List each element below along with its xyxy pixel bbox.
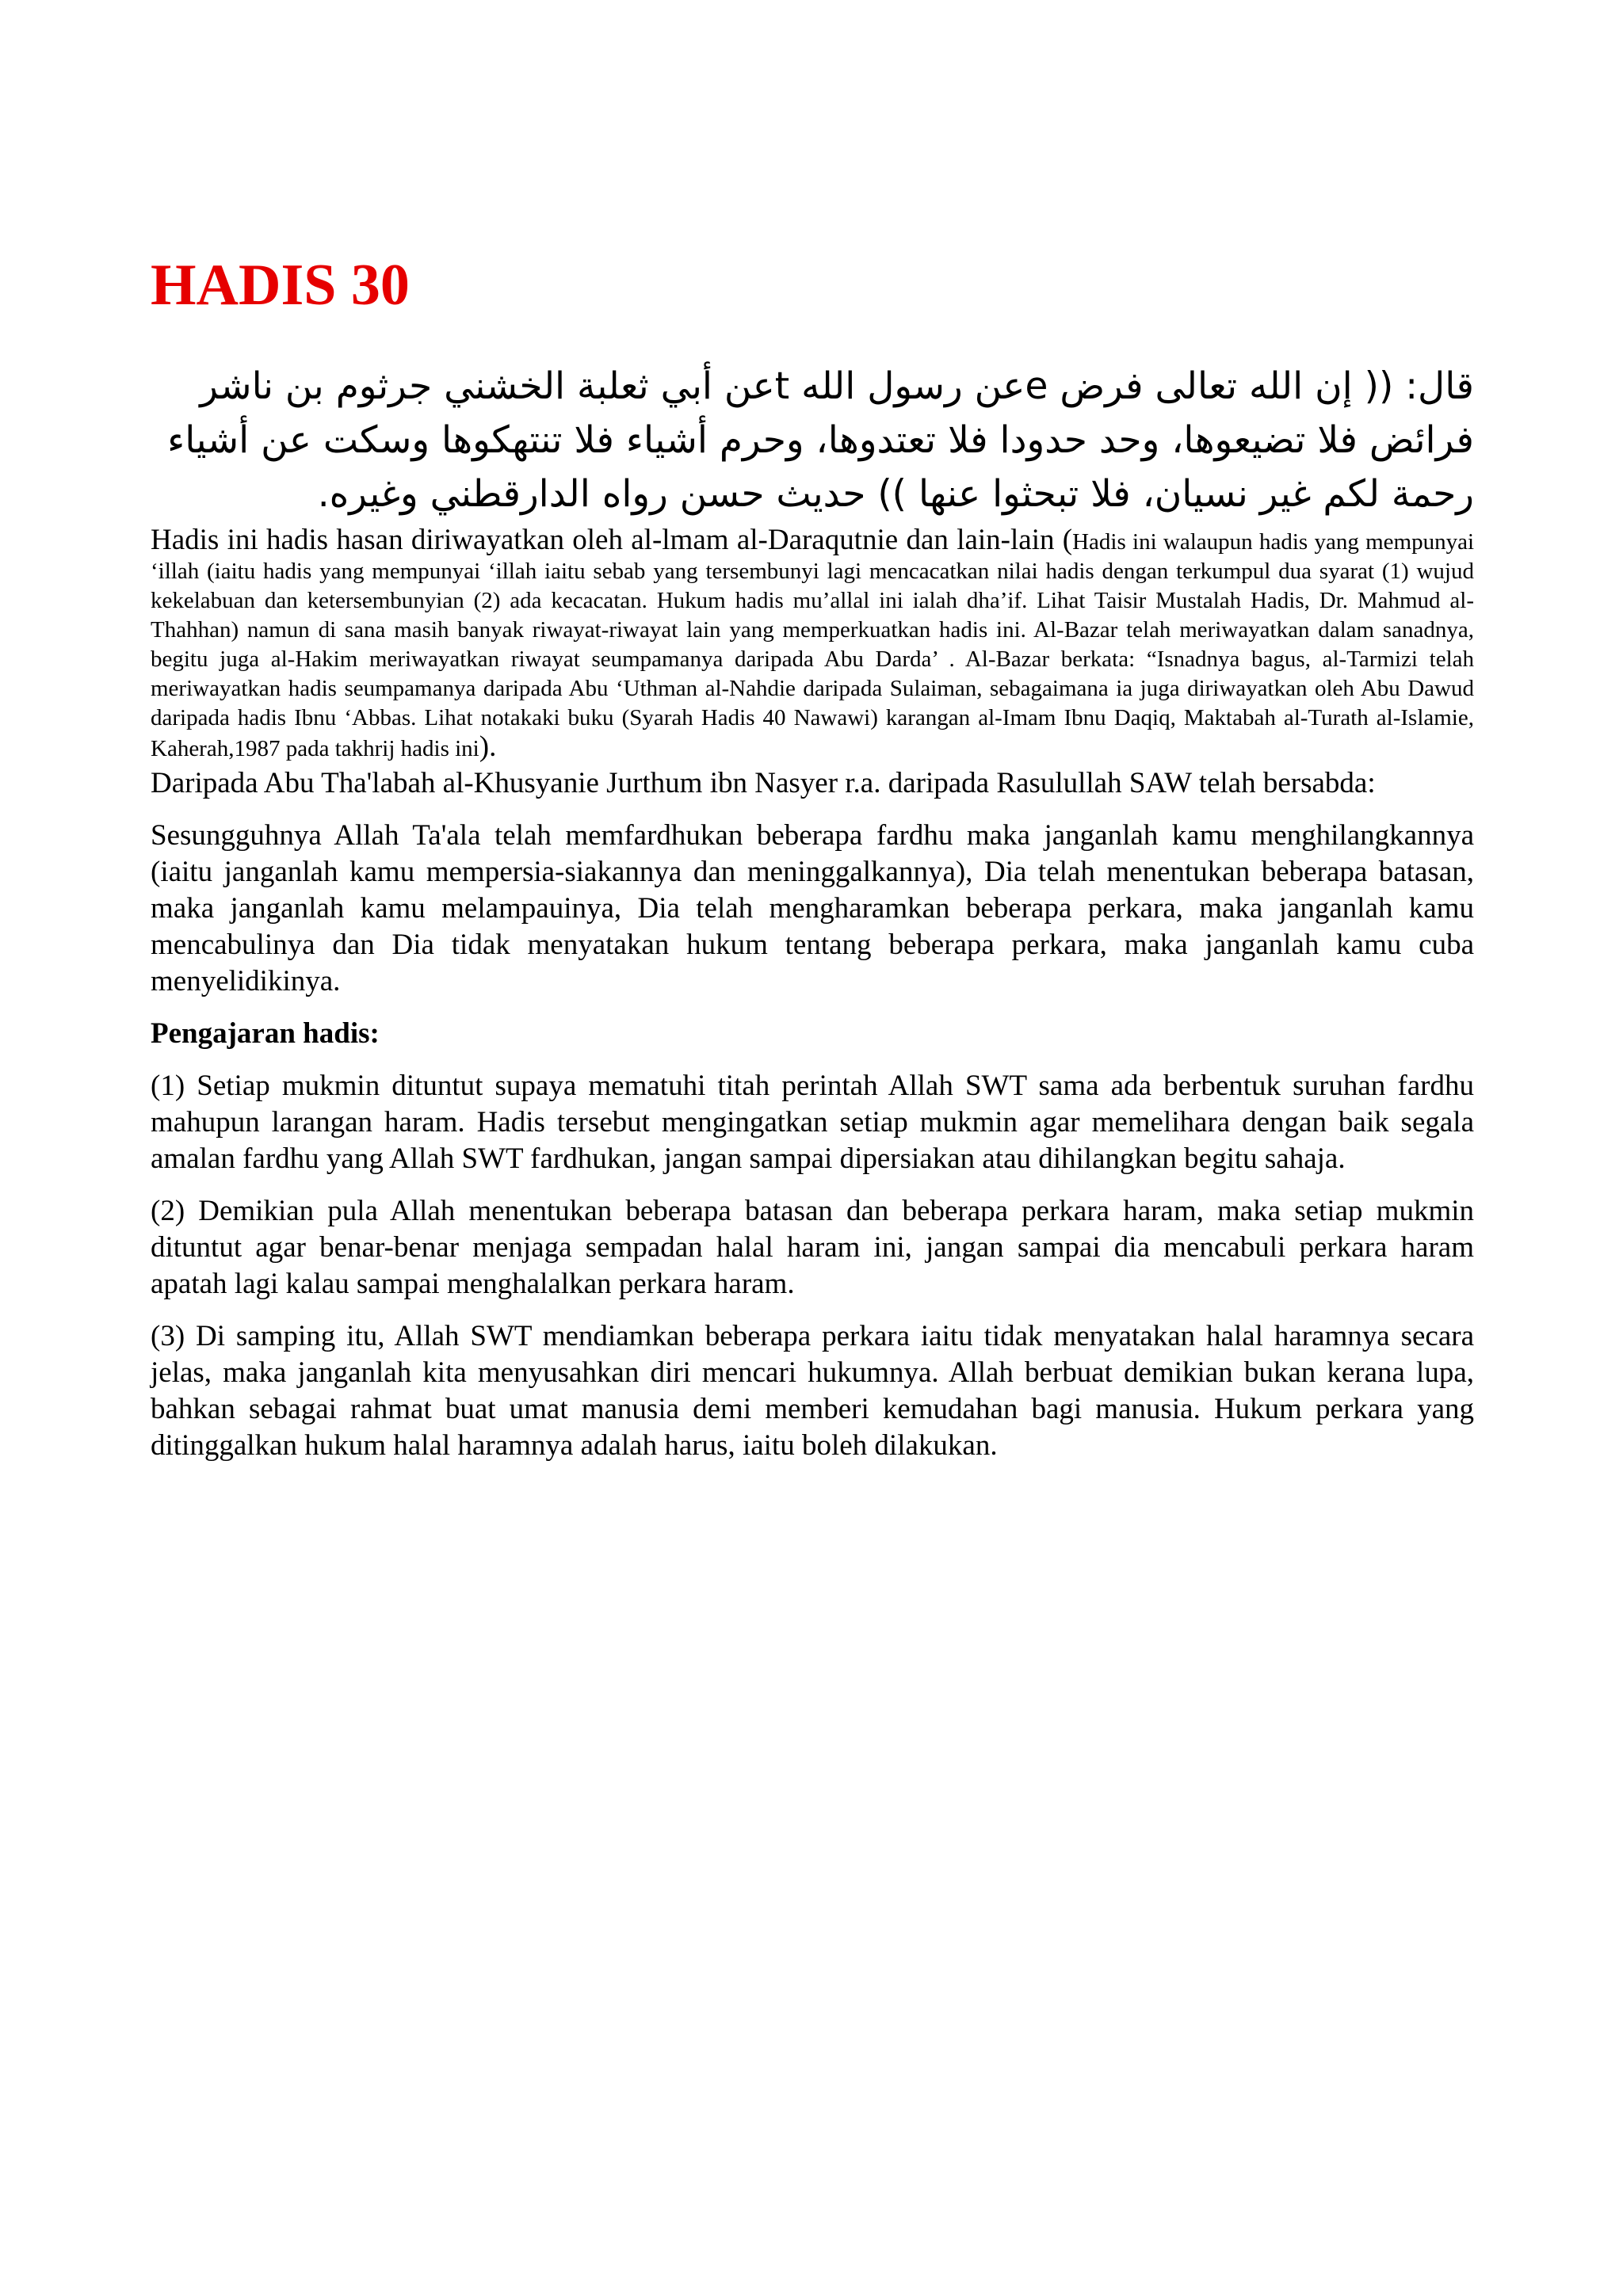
document-content — [151, 252, 1474, 1480]
intro-close: ). — [479, 730, 497, 763]
narration-paragraph: Daripada Abu Tha'labah al-Khusyanie Jurthum ibn Nasyer r.a. daripada Rasulullah SAW telah bersabda: — [151, 767, 1376, 799]
intro-footnote: Hadis ini walaupun hadis yang mempunyai ‘illah (iaitu hadis yang mempunyai ‘illah iaitu sebab yang tersembunyi lagi mencacatkan nilai hadis dengan terkumpul dua syarat (1) wujud kekelabuan dan ketersembunyian (2) ada kecacatan. Hukum hadis mu’allal ini ialah dha’if. Lihat Taisir Mustalah Hadis, Dr. Mahmud al-Thahhan) namun di sana masih banyak riwayat-riwayat lain yang memperkuatkan hadis ini. Al-Bazar telah meriwayatkan dalam sanadnya, begitu juga al-Hakim meriwayatkan riwayat seumpamanya daripada Abu Darda’ . Al-Bazar berkata: “Isnadnya bagus, al-Tarmizi telah meriwayatkan hadis seumpamanya daripada Abu ‘Uthman al-Nahdie daripada Sulaiman, sebagaimana ia juga diriwayatkan oleh Abu Dawud daripada hadis Ibnu ‘Abbas. Lihat notakaki buku (Syarah Hadis 40 Nawawi) karangan al-Imam Ibnu Daqiq, Maktabah al-Turath al-Islamie, Kaherah,1987 pada takhrij hadis ini — [151, 529, 1475, 761]
hadith-status-intro — [151, 524, 1475, 765]
lesson-paragraph-2: (2) Demikian pula Allah menentukan beberapa batasan dan beberapa perkara haram, maka setiap mukmin dituntut agar benar-benar menjaga sempadan halal haram ini, jangan sampai dia mencabuli perkara haram apatah lagi kalau sampai menghalalkan perkara haram. — [151, 1195, 1474, 1300]
lesson-paragraph-3: (3) Di samping itu, Allah SWT mendiamkan beberapa perkara iaitu tidak menyatakan halal haramnya secara jelas, maka janganlah kita menyusahkan diri mencari hukumnya. Allah berbuat demikian bukan kerana lupa, bahkan sebagai rahmat buat umat manusia demi memberi kemudahan bagi manusia. Hukum perkara yang ditinggalkan hukum halal haramnya adalah harus, iaitu boleh dilakukan. — [151, 1320, 1474, 1462]
lessons-heading: Pengajaran hadis: — [151, 1017, 380, 1050]
arabic-hadith-text: قال: (( إن الله تعالى فرض eعن رسول الله tعن أبي ثعلبة الخشني جرثوم بن ناشر فرائض فلا تضيعوها، وحد حدودا فلا تعتدوها، وحرم أشياء فلا تنتهكوها وسكت عن أشياء رحمة لكم غير نسيان، فلا تبحثوا عنها )) حديث حسن رواه الدارقطني وغيره. — [167, 364, 1474, 516]
page-title: HADIS 30 — [151, 253, 410, 318]
lesson-paragraph-1: (1) Setiap mukmin dituntut supaya mematuhi titah perintah Allah SWT sama ada berbentuk suruhan fardhu mahupun larangan haram. Hadis tersebut mengingatkan setiap mukmin agar memelihara dengan baik segala amalan fardhu yang Allah SWT fardhukan, jangan sampai dipersiakan atau dihilangkan begitu sahaja. — [151, 1070, 1474, 1175]
translation-paragraph: Sesungguhnya Allah Ta'ala telah memfardhukan beberapa fardhu maka janganlah kamu menghilangkannya (iaitu janganlah kamu mempersia-siakannya dan meninggalkannya), Dia telah menentukan beberapa batasan, maka janganlah kamu melampauinya, Dia telah mengharamkan beberapa perkara, maka janganlah kamu mencabulinya dan Dia tidak menyatakan hukum tentang beberapa perkara, maka janganlah kamu cuba menyelidikinya. — [151, 819, 1474, 997]
intro-lead: Hadis ini hadis hasan diriwayatkan oleh al-lmam al-Daraqutnie dan lain-lain ( — [151, 524, 1073, 556]
